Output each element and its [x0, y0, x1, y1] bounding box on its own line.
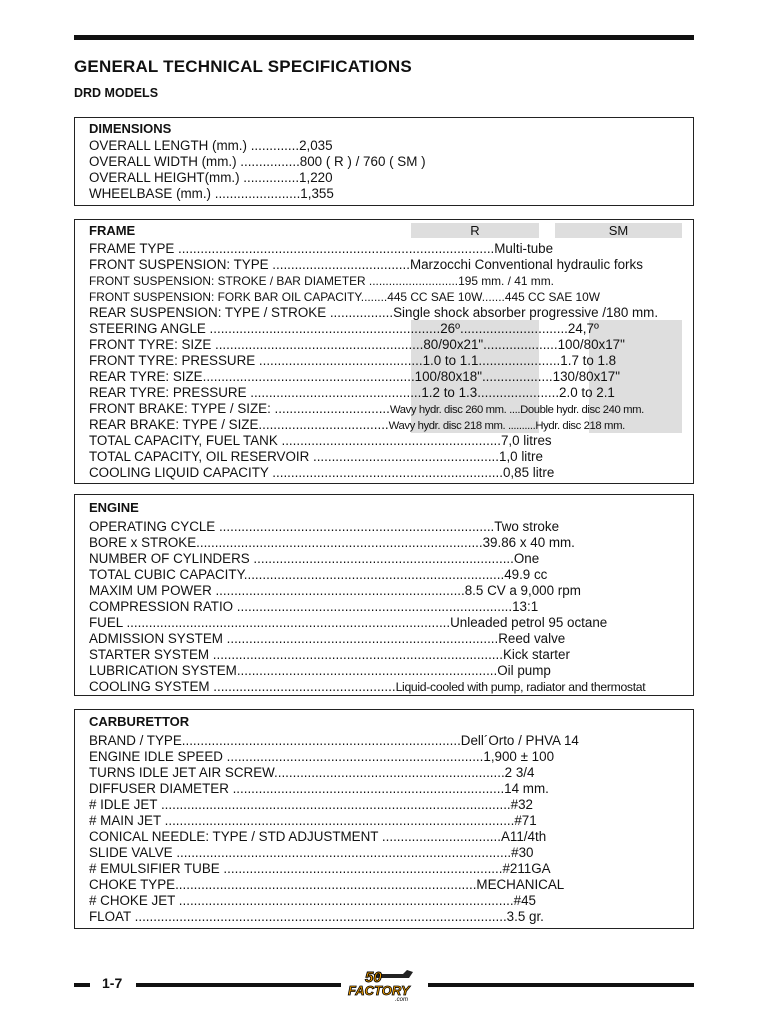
spec-row: ADMISSION SYSTEM .........................................................................Reed valve [89, 631, 566, 646]
footer-left-bar [74, 983, 90, 987]
spec-row: COMPRESSION RATIO ..........................................................................13:1 [89, 599, 539, 614]
spec-row: BRAND / TYPE...........................................................................Dell´Orto / PHVA 14 [89, 733, 579, 748]
spec-row: LUBRICATION SYSTEM......................................................................Oil pump [89, 663, 551, 678]
page-number: 1-7 [102, 975, 123, 991]
spec-row: REAR TYRE: SIZE.........................................................100/80x18"...................130/80x17" [89, 369, 620, 384]
column-header-r: R [411, 223, 539, 238]
spec-row: # CHOKE JET ..........................................................................................#45 [89, 893, 536, 908]
footer-rule-left [136, 983, 341, 987]
dimensions-title: DIMENSIONS [89, 121, 172, 136]
engine-section [74, 494, 694, 696]
engine-title: ENGINE [89, 500, 139, 515]
spec-row [89, 417, 689, 433]
spec-label: REAR BRAKE: TYPE / SIZE................................... [89, 417, 389, 432]
spec-row: WHEELBASE (mm.) .......................1,355 [89, 186, 334, 201]
fiftyfactory-logo [343, 968, 427, 1002]
spec-row: REAR SUSPENSION: TYPE / STROKE .................Single shock absorber progressive /180 mm. [89, 305, 659, 320]
spec-row: FRONT SUSPENSION: TYPE .....................................Marzocchi Conventional hydraulic forks [89, 257, 643, 272]
spec-row: TOTAL CUBIC CAPACITY......................................................................49.9 cc [89, 567, 548, 582]
footer-rule-right [428, 983, 694, 987]
page-subtitle: DRD MODELS [74, 86, 159, 100]
spec-row: SLIDE VALVE ..........................................................................................#30 [89, 845, 534, 860]
spec-row: BORE x STROKE.............................................................................39.86 x 40 mm. [89, 535, 575, 550]
spec-row: OVERALL LENGTH (mm.) .............2,035 [89, 138, 333, 153]
page-title: GENERAL TECHNICAL SPECIFICATIONS [74, 57, 412, 76]
spec-row: FRONT SUSPENSION: FORK BAR OIL CAPACITY........445 CC SAE 10W.......445 CC SAE 10W [89, 290, 601, 304]
spec-row: FUEL .......................................................................................Unleaded petrol 95 octane [89, 615, 608, 630]
spec-value: Liquid-cooled with pump, radiator and thermostat [395, 680, 646, 694]
spec-row: STARTER SYSTEM ..............................................................................Kick starter [89, 647, 570, 662]
spec-row: TURNS IDLE JET AIR SCREW..............................................................2 3/4 [89, 765, 535, 780]
spec-value: Wavy hydr. disc 218 mm. ..........Hydr. disc 218 mm. [388, 420, 625, 432]
spec-row: TOTAL CAPACITY, OIL RESERVOIR ..................................................1,0 litre [89, 449, 543, 464]
logo-domain: .com [395, 997, 409, 1002]
spec-row: FRAME TYPE .....................................................................................Multi-tube [89, 241, 554, 256]
logo-word: FACTORY [348, 983, 410, 998]
spec-row: REAR TYRE: PRESSURE ..............................................1.2 to 1.3......................2.0 to 2.1 [89, 385, 615, 400]
spec-row: FRONT TYRE: PRESSURE ............................................1.0 to 1.1......................1.7 to 1.8 [89, 353, 617, 368]
spec-row: DIFFUSER DIAMETER .........................................................................14 mm. [89, 781, 549, 796]
spec-row: MAXIM UM POWER ...................................................................8.5 CV a 9,000 rpm [89, 583, 581, 598]
spec-row: FLOAT ....................................................................................................3.5 gr. [89, 909, 544, 924]
dimensions-section [74, 117, 694, 206]
spec-row [89, 401, 689, 417]
spec-row: OVERALL WIDTH (mm.) ................800 ( R ) / 760 ( SM ) [89, 154, 426, 169]
spec-row: # EMULSIFIER TUBE ...........................................................................#211GA [89, 861, 551, 876]
spec-row: OPERATING CYCLE ..........................................................................Two stroke [89, 519, 560, 534]
carburettor-title: CARBURETTOR [89, 714, 190, 729]
spec-value: Wavy hydr. disc 260 mm. ....Double hydr. disc 240 mm. [389, 404, 644, 416]
spec-label: FRONT BRAKE: TYPE / SIZE: ............................... [89, 401, 390, 416]
spec-row: NUMBER OF CYLINDERS ......................................................................One [89, 551, 540, 566]
column-header-sm: SM [555, 223, 682, 238]
carburettor-section [74, 709, 694, 929]
logo-number: 50 [365, 969, 382, 986]
spec-row: CHOKE TYPE.................................................................................MECHANICAL [89, 877, 565, 892]
spec-label: COOLING SYSTEM ................................................. [89, 679, 396, 694]
frame-section [74, 219, 694, 484]
spec-row: STEERING ANGLE ..............................................................26º.............................24,7º [89, 321, 599, 336]
spec-row: OVERALL HEIGHT(mm.) ...............1,220 [89, 170, 333, 185]
spec-row: CONICAL NEEDLE: TYPE / STD ADJUSTMENT ................................A11/4th [89, 829, 547, 844]
spec-row: TOTAL CAPACITY, FUEL TANK ...........................................................7,0 litres [89, 433, 552, 448]
spec-row: ENGINE IDLE SPEED .....................................................................1,900 ± 100 [89, 749, 555, 764]
frame-title: FRAME [89, 223, 136, 238]
spec-row: FRONT TYRE: SIZE ........................................................80/90x21"....................100/80x17" [89, 337, 625, 352]
spec-row [89, 679, 689, 695]
top-rule [74, 35, 694, 40]
spec-row: COOLING LIQUID CAPACITY ..............................................................0,85 litre [89, 465, 555, 480]
spec-row: FRONT SUSPENSION: STROKE / BAR DIAMETER ...........................195 mm. / 41 mm. [89, 274, 554, 288]
spec-row: # IDLE JET ..............................................................................................#32 [89, 797, 533, 812]
spec-row: # MAIN JET ..............................................................................................#71 [89, 813, 537, 828]
